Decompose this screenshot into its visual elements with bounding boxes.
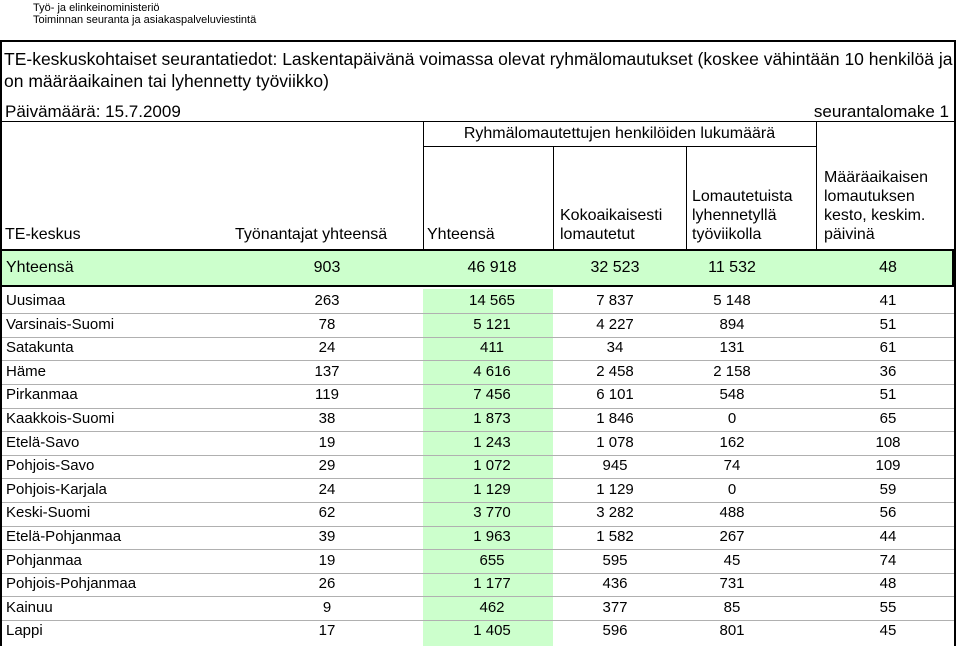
cell-kesto: 61 xyxy=(879,339,897,357)
region-name: Satakunta xyxy=(6,339,74,357)
total-kokoaikaisesti: 32 523 xyxy=(590,259,640,276)
cell-kokoaikaisesti: 436 xyxy=(602,575,628,593)
cell-kesto: 56 xyxy=(879,504,897,522)
cell-kesto: 65 xyxy=(879,410,897,427)
cell-kokoaikaisesti: 1 078 xyxy=(596,433,634,451)
cell-yhteensa: 4 616 xyxy=(473,362,511,380)
cell-yhteensa: 5 121 xyxy=(473,315,511,333)
region-name: Pirkanmaa xyxy=(6,386,78,404)
cell-yhteensa: 1 177 xyxy=(473,575,511,593)
cell-yhteensa: 655 xyxy=(479,551,505,569)
report-date: Päivämäärä: 15.7.2009 xyxy=(5,102,181,121)
cell-kokoaikaisesti: 1 846 xyxy=(596,410,634,427)
cell-kesto: 36 xyxy=(879,362,897,380)
cell-lyhennetty: 85 xyxy=(723,598,741,616)
header-line: lomautetut xyxy=(560,226,635,243)
cell-tyonantajat: 17 xyxy=(318,622,336,640)
cell-kokoaikaisesti: 1 582 xyxy=(596,528,634,545)
group-header: Ryhmälomautettujen henkilöiden lukumäärä xyxy=(463,125,776,142)
cell-lyhennetty: 894 xyxy=(719,315,745,333)
cell-kokoaikaisesti: 377 xyxy=(602,598,628,616)
region-name: Pohjois-Savo xyxy=(6,457,95,475)
region-name: Pohjois-Karjala xyxy=(6,480,107,498)
cell-kokoaikaisesti: 1 129 xyxy=(596,480,634,498)
cell-tyonantajat: 263 xyxy=(314,292,340,309)
cell-kesto: 51 xyxy=(879,315,897,333)
cell-yhteensa: 7 456 xyxy=(473,386,511,404)
cell-tyonantajat: 38 xyxy=(318,410,336,427)
cell-kokoaikaisesti: 4 227 xyxy=(596,315,634,333)
cell-tyonantajat: 24 xyxy=(318,480,336,498)
total-kesto: 48 xyxy=(879,259,897,276)
region-name: Uusimaa xyxy=(6,292,66,309)
cell-kokoaikaisesti: 3 282 xyxy=(596,504,634,522)
cell-tyonantajat: 119 xyxy=(315,386,339,404)
total-lyhennetty: 11 532 xyxy=(708,259,756,276)
cell-kesto: 74 xyxy=(879,551,897,569)
region-name: Varsinais-Suomi xyxy=(6,315,115,333)
column-header-kokoaikaisesti xyxy=(560,206,662,244)
cell-lyhennetty: 131 xyxy=(719,339,745,357)
cell-yhteensa: 411 xyxy=(480,339,504,357)
cell-lyhennetty: 488 xyxy=(719,504,745,522)
header-line: Kokoaikaisesti xyxy=(560,207,663,224)
cell-lyhennetty: 731 xyxy=(719,575,745,593)
cell-lyhennetty: 45 xyxy=(723,551,741,569)
cell-lyhennetty: 0 xyxy=(727,480,737,498)
cell-tyonantajat: 62 xyxy=(318,504,336,522)
organization-unit: Toiminnan seuranta ja asiakaspalveluviestintä xyxy=(33,14,257,26)
region-name: Kainuu xyxy=(6,598,53,616)
cell-tyonantajat: 24 xyxy=(318,339,336,357)
region-name: Etelä-Savo xyxy=(6,433,80,451)
cell-tyonantajat: 9 xyxy=(322,598,332,616)
cell-lyhennetty: 162 xyxy=(719,433,745,451)
total-label: Yhteensä xyxy=(6,259,74,276)
cell-tyonantajat: 19 xyxy=(318,551,336,569)
cell-lyhennetty: 74 xyxy=(723,457,741,475)
column-header-tyonantajat: Työnantajat yhteensä xyxy=(235,226,388,243)
cell-lyhennetty: 5 148 xyxy=(713,292,751,309)
cell-lyhennetty: 801 xyxy=(719,622,745,640)
region-name: Pohjois-Pohjanmaa xyxy=(6,575,137,593)
header-line: lyhennetyllä xyxy=(692,207,777,224)
organization-name: Työ- ja elinkeinoministeriö xyxy=(33,2,160,14)
form-id: seurantalomake 1 xyxy=(813,102,949,121)
group-header-underline xyxy=(423,146,816,147)
column-divider xyxy=(553,146,554,249)
cell-kesto: 55 xyxy=(879,598,897,616)
cell-kokoaikaisesti: 7 837 xyxy=(596,292,634,309)
cell-kesto: 51 xyxy=(879,386,897,404)
cell-kokoaikaisesti: 595 xyxy=(602,551,628,569)
cell-kokoaikaisesti: 945 xyxy=(602,457,628,475)
header-line: päivinä xyxy=(824,226,875,243)
cell-tyonantajat: 19 xyxy=(318,433,336,451)
header-line: työviikolla xyxy=(692,226,762,243)
cell-lyhennetty: 548 xyxy=(719,386,745,404)
cell-lyhennetty: 2 158 xyxy=(713,362,751,380)
cell-kokoaikaisesti: 596 xyxy=(602,622,628,640)
column-header-te-keskus: TE-keskus xyxy=(5,226,81,243)
cell-kesto: 59 xyxy=(879,480,897,498)
column-header-lyhennetty xyxy=(692,187,793,244)
region-name: Pohjanmaa xyxy=(6,551,82,569)
header-line: Lomautetuista xyxy=(692,188,793,205)
cell-kesto: 48 xyxy=(879,575,897,593)
header-line: lomautuksen xyxy=(824,188,915,205)
column-header-yhteensa: Yhteensä xyxy=(427,226,495,243)
cell-yhteensa: 1 873 xyxy=(473,410,511,427)
column-header-kesto xyxy=(824,168,928,244)
cell-tyonantajat: 78 xyxy=(318,315,336,333)
header-line: Määräaikaisen xyxy=(824,169,929,186)
cell-tyonantajat: 137 xyxy=(314,362,340,380)
region-name: Häme xyxy=(6,362,47,380)
cell-kesto: 41 xyxy=(879,292,897,309)
cell-tyonantajat: 29 xyxy=(318,457,336,475)
region-name: Lappi xyxy=(6,622,43,640)
cell-kokoaikaisesti: 34 xyxy=(606,339,624,357)
cell-kesto: 108 xyxy=(875,433,901,451)
cell-kokoaikaisesti: 2 458 xyxy=(596,362,634,380)
region-name: Kaakkois-Suomi xyxy=(6,410,115,427)
header-line: kesto, keskim. xyxy=(824,207,926,224)
cell-yhteensa: 462 xyxy=(479,598,505,616)
cell-yhteensa: 1 129 xyxy=(473,480,511,498)
cell-yhteensa: 1 405 xyxy=(473,622,511,640)
cell-yhteensa: 1 243 xyxy=(473,433,511,451)
column-divider xyxy=(686,146,687,249)
cell-tyonantajat: 26 xyxy=(318,575,336,593)
cell-yhteensa: 14 565 xyxy=(469,292,515,309)
cell-kesto: 109 xyxy=(875,457,901,475)
total-yhteensa: 46 918 xyxy=(467,259,517,276)
cell-kesto: 45 xyxy=(879,622,897,640)
column-divider xyxy=(816,121,817,249)
cell-yhteensa: 1 072 xyxy=(473,457,511,475)
region-name: Keski-Suomi xyxy=(6,504,91,522)
cell-yhteensa: 3 770 xyxy=(473,504,511,522)
report-title: TE-keskuskohtaiset seurantatiedot: Laskentapäivänä voimassa olevat ryhmälomautukset (koskee vähintään 10 henkilöä ja on määräaikainen tai lyhennetty työviikko) xyxy=(4,49,953,91)
region-name: Etelä-Pohjanmaa xyxy=(6,528,122,545)
total-tyonantajat: 903 xyxy=(313,259,341,276)
cell-lyhennetty: 0 xyxy=(727,410,737,427)
cell-lyhennetty: 267 xyxy=(719,528,745,545)
cell-tyonantajat: 39 xyxy=(318,528,336,545)
cell-yhteensa: 1 963 xyxy=(473,528,511,545)
cell-kesto: 44 xyxy=(879,528,897,545)
header-top-line xyxy=(2,121,954,122)
cell-kokoaikaisesti: 6 101 xyxy=(596,386,634,404)
